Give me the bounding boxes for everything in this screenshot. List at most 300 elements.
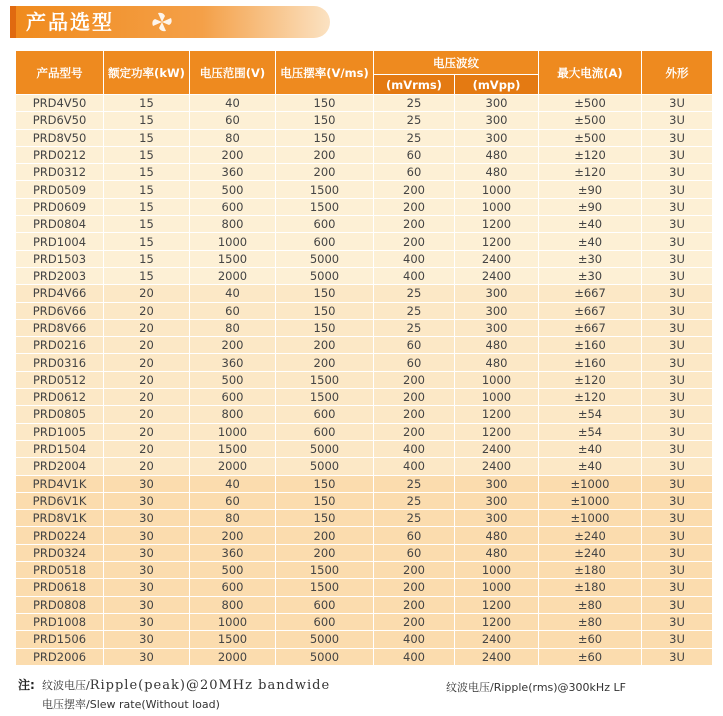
cell-voltage: 600: [190, 389, 276, 406]
cell-power: 30: [104, 613, 190, 630]
pinwheel-icon: [150, 11, 174, 33]
table-row: [16, 458, 713, 475]
cell-ripple-rms: 200: [374, 389, 455, 406]
table-row: [16, 631, 713, 648]
cell-form: 3U: [642, 354, 713, 371]
cell-power: 20: [104, 423, 190, 440]
cell-slew: 5000: [276, 440, 374, 457]
cell-form: 3U: [642, 95, 713, 112]
cell-model: PRD2006: [16, 648, 104, 665]
cell-current: ±40: [539, 440, 642, 457]
cell-voltage: 1500: [190, 250, 276, 267]
cell-current: ±180: [539, 562, 642, 579]
cell-ripple-pp: 480: [455, 527, 539, 544]
cell-form: 3U: [642, 233, 713, 250]
cell-voltage: 80: [190, 319, 276, 336]
cell-power: 15: [104, 267, 190, 284]
cell-model: PRD0216: [16, 337, 104, 354]
cell-form: 3U: [642, 562, 713, 579]
table-row: [16, 440, 713, 457]
table-row: [16, 216, 713, 233]
table-row: [16, 527, 713, 544]
table-body: [16, 95, 713, 666]
cell-ripple-pp: 1200: [455, 233, 539, 250]
cell-power: 15: [104, 250, 190, 267]
cell-power: 30: [104, 475, 190, 492]
cell-slew: 150: [276, 475, 374, 492]
table-row: [16, 337, 713, 354]
cell-ripple-pp: 1200: [455, 406, 539, 423]
table-row: [16, 319, 713, 336]
cell-ripple-pp: 1000: [455, 389, 539, 406]
cell-form: 3U: [642, 475, 713, 492]
cell-ripple-rms: 200: [374, 562, 455, 579]
cell-slew: 150: [276, 95, 374, 112]
cell-form: 3U: [642, 613, 713, 630]
cell-power: 30: [104, 527, 190, 544]
cell-ripple-pp: 2400: [455, 458, 539, 475]
cell-model: PRD1004: [16, 233, 104, 250]
cell-current: ±40: [539, 458, 642, 475]
cell-ripple-rms: 200: [374, 181, 455, 198]
table-row: [16, 613, 713, 630]
cell-slew: 5000: [276, 250, 374, 267]
cell-voltage: 60: [190, 302, 276, 319]
cell-ripple-rms: 400: [374, 631, 455, 648]
table-row: [16, 112, 713, 129]
table-row: [16, 354, 713, 371]
cell-voltage: 500: [190, 371, 276, 388]
cell-current: ±40: [539, 233, 642, 250]
cell-ripple-pp: 1000: [455, 579, 539, 596]
cell-power: 15: [104, 233, 190, 250]
cell-form: 3U: [642, 631, 713, 648]
cell-voltage: 1000: [190, 233, 276, 250]
cell-model: PRD0518: [16, 562, 104, 579]
cell-current: ±60: [539, 631, 642, 648]
cell-power: 30: [104, 562, 190, 579]
cell-model: PRD1008: [16, 613, 104, 630]
cell-form: 3U: [642, 129, 713, 146]
cell-model: PRD0212: [16, 146, 104, 163]
cell-ripple-pp: 2400: [455, 648, 539, 665]
cell-current: ±90: [539, 181, 642, 198]
cell-ripple-pp: 480: [455, 146, 539, 163]
cell-ripple-pp: 2400: [455, 631, 539, 648]
cell-form: 3U: [642, 285, 713, 302]
cell-model: PRD2003: [16, 267, 104, 284]
cell-voltage: 600: [190, 198, 276, 215]
cell-current: ±120: [539, 389, 642, 406]
cell-ripple-rms: 200: [374, 198, 455, 215]
cell-ripple-pp: 1200: [455, 596, 539, 613]
cell-model: PRD0808: [16, 596, 104, 613]
cell-slew: 150: [276, 319, 374, 336]
cell-model: PRD1506: [16, 631, 104, 648]
cell-model: PRD4V66: [16, 285, 104, 302]
table-row: [16, 302, 713, 319]
cell-current: ±80: [539, 613, 642, 630]
cell-ripple-rms: 60: [374, 164, 455, 181]
cell-power: 30: [104, 579, 190, 596]
cell-model: PRD1504: [16, 440, 104, 457]
cell-form: 3U: [642, 250, 713, 267]
cell-slew: 1500: [276, 181, 374, 198]
cell-model: PRD0805: [16, 406, 104, 423]
cell-current: ±60: [539, 648, 642, 665]
cell-current: ±30: [539, 267, 642, 284]
cell-ripple-rms: 25: [374, 302, 455, 319]
cell-ripple-pp: 300: [455, 302, 539, 319]
cell-model: PRD8V50: [16, 129, 104, 146]
cell-ripple-rms: 200: [374, 596, 455, 613]
cell-ripple-pp: 1000: [455, 562, 539, 579]
cell-ripple-rms: 60: [374, 527, 455, 544]
cell-power: 20: [104, 337, 190, 354]
cell-voltage: 1500: [190, 631, 276, 648]
cell-ripple-rms: 400: [374, 648, 455, 665]
cell-slew: 200: [276, 146, 374, 163]
cell-model: PRD0612: [16, 389, 104, 406]
cell-slew: 200: [276, 354, 374, 371]
cell-ripple-pp: 1000: [455, 371, 539, 388]
cell-voltage: 200: [190, 337, 276, 354]
cell-slew: 1500: [276, 579, 374, 596]
cell-power: 20: [104, 285, 190, 302]
cell-model: PRD0509: [16, 181, 104, 198]
cell-model: PRD6V1K: [16, 492, 104, 509]
note-ripple-peak-prefix: 纹波电压/: [42, 679, 90, 692]
cell-current: ±667: [539, 319, 642, 336]
cell-power: 20: [104, 319, 190, 336]
cell-model: PRD0312: [16, 164, 104, 181]
cell-ripple-rms: 200: [374, 406, 455, 423]
cell-current: ±160: [539, 354, 642, 371]
cell-form: 3U: [642, 648, 713, 665]
cell-model: PRD8V66: [16, 319, 104, 336]
cell-ripple-rms: 25: [374, 129, 455, 146]
cell-power: 30: [104, 631, 190, 648]
table-row: [16, 492, 713, 509]
table-row: [16, 406, 713, 423]
cell-form: 3U: [642, 510, 713, 527]
table-row: [16, 181, 713, 198]
cell-power: 20: [104, 406, 190, 423]
cell-voltage: 40: [190, 285, 276, 302]
table-row: [16, 475, 713, 492]
table-row: [16, 250, 713, 267]
cell-slew: 200: [276, 164, 374, 181]
cell-model: PRD0609: [16, 198, 104, 215]
section-header: [10, 6, 330, 38]
cell-slew: 150: [276, 129, 374, 146]
cell-slew: 5000: [276, 458, 374, 475]
cell-slew: 5000: [276, 631, 374, 648]
cell-ripple-rms: 200: [374, 423, 455, 440]
cell-voltage: 40: [190, 475, 276, 492]
cell-power: 20: [104, 389, 190, 406]
col-header-slew: 电压摆率(V/ms): [276, 51, 374, 95]
cell-ripple-rms: 200: [374, 613, 455, 630]
cell-voltage: 2000: [190, 458, 276, 475]
cell-ripple-rms: 25: [374, 475, 455, 492]
cell-model: PRD4V1K: [16, 475, 104, 492]
cell-form: 3U: [642, 544, 713, 561]
cell-power: 20: [104, 458, 190, 475]
col-header-ripple-rms: (mVrms): [374, 75, 455, 95]
cell-voltage: 800: [190, 216, 276, 233]
cell-current: ±667: [539, 302, 642, 319]
cell-current: ±1000: [539, 475, 642, 492]
cell-ripple-pp: 1000: [455, 181, 539, 198]
cell-model: PRD6V50: [16, 112, 104, 129]
cell-form: 3U: [642, 216, 713, 233]
note-ripple-peak-text: Ripple(peak)@20MHz bandwide: [89, 678, 331, 693]
table-row: [16, 510, 713, 527]
cell-ripple-pp: 480: [455, 544, 539, 561]
cell-power: 15: [104, 146, 190, 163]
cell-ripple-rms: 200: [374, 233, 455, 250]
cell-voltage: 600: [190, 579, 276, 596]
cell-form: 3U: [642, 146, 713, 163]
cell-voltage: 360: [190, 354, 276, 371]
cell-current: ±1000: [539, 510, 642, 527]
cell-current: ±240: [539, 527, 642, 544]
cell-ripple-rms: 60: [374, 354, 455, 371]
cell-power: 20: [104, 371, 190, 388]
col-header-current: 最大电流(A): [539, 51, 642, 95]
cell-voltage: 60: [190, 112, 276, 129]
cell-ripple-pp: 300: [455, 510, 539, 527]
cell-model: PRD6V66: [16, 302, 104, 319]
cell-slew: 5000: [276, 648, 374, 665]
cell-power: 20: [104, 440, 190, 457]
col-header-power: 额定功率(kW): [104, 51, 190, 95]
table-row: [16, 544, 713, 561]
cell-model: PRD2004: [16, 458, 104, 475]
cell-power: 15: [104, 95, 190, 112]
cell-voltage: 2000: [190, 267, 276, 284]
cell-ripple-rms: 25: [374, 112, 455, 129]
cell-power: 15: [104, 181, 190, 198]
cell-power: 15: [104, 198, 190, 215]
cell-form: 3U: [642, 440, 713, 457]
cell-ripple-rms: 60: [374, 544, 455, 561]
cell-current: ±90: [539, 198, 642, 215]
table-row: [16, 389, 713, 406]
cell-ripple-rms: 400: [374, 250, 455, 267]
cell-voltage: 360: [190, 544, 276, 561]
cell-form: 3U: [642, 596, 713, 613]
cell-ripple-pp: 2400: [455, 267, 539, 284]
cell-power: 15: [104, 216, 190, 233]
cell-slew: 600: [276, 596, 374, 613]
cell-slew: 200: [276, 527, 374, 544]
cell-slew: 150: [276, 510, 374, 527]
cell-form: 3U: [642, 423, 713, 440]
cell-ripple-pp: 2400: [455, 440, 539, 457]
cell-ripple-rms: 400: [374, 440, 455, 457]
cell-form: 3U: [642, 337, 713, 354]
cell-ripple-rms: 400: [374, 267, 455, 284]
cell-model: PRD4V50: [16, 95, 104, 112]
cell-current: ±500: [539, 95, 642, 112]
cell-form: 3U: [642, 267, 713, 284]
cell-form: 3U: [642, 492, 713, 509]
cell-ripple-rms: 200: [374, 216, 455, 233]
cell-ripple-rms: 25: [374, 319, 455, 336]
cell-model: PRD1005: [16, 423, 104, 440]
table-row: [16, 146, 713, 163]
cell-form: 3U: [642, 371, 713, 388]
cell-ripple-rms: 400: [374, 458, 455, 475]
table-row: [16, 371, 713, 388]
cell-model: PRD0804: [16, 216, 104, 233]
table-row: [16, 233, 713, 250]
cell-form: 3U: [642, 406, 713, 423]
cell-current: ±120: [539, 164, 642, 181]
cell-model: PRD8V1K: [16, 510, 104, 527]
cell-current: ±667: [539, 285, 642, 302]
table-row: [16, 648, 713, 665]
cell-slew: 200: [276, 544, 374, 561]
cell-ripple-pp: 1200: [455, 216, 539, 233]
cell-voltage: 1000: [190, 423, 276, 440]
cell-current: ±40: [539, 216, 642, 233]
cell-slew: 150: [276, 285, 374, 302]
cell-ripple-pp: 1200: [455, 423, 539, 440]
cell-form: 3U: [642, 319, 713, 336]
cell-power: 20: [104, 302, 190, 319]
note-ripple-rms: 纹波电压/Ripple(rms)@300kHz LF: [446, 681, 626, 694]
cell-slew: 1500: [276, 562, 374, 579]
cell-slew: 600: [276, 423, 374, 440]
cell-model: PRD1503: [16, 250, 104, 267]
table-row: [16, 285, 713, 302]
cell-voltage: 360: [190, 164, 276, 181]
cell-model: PRD0224: [16, 527, 104, 544]
cell-slew: 1500: [276, 371, 374, 388]
cell-voltage: 1000: [190, 613, 276, 630]
cell-ripple-rms: 60: [374, 146, 455, 163]
table-row: [16, 164, 713, 181]
cell-voltage: 80: [190, 510, 276, 527]
col-header-form: 外形: [642, 51, 713, 95]
cell-voltage: 60: [190, 492, 276, 509]
cell-slew: 600: [276, 406, 374, 423]
cell-ripple-rms: 60: [374, 337, 455, 354]
cell-current: ±500: [539, 112, 642, 129]
cell-current: ±160: [539, 337, 642, 354]
cell-voltage: 200: [190, 146, 276, 163]
cell-ripple-pp: 1000: [455, 198, 539, 215]
cell-model: PRD0512: [16, 371, 104, 388]
cell-voltage: 40: [190, 95, 276, 112]
cell-ripple-pp: 480: [455, 164, 539, 181]
note-slew-rate: 电压摆率/Slew rate(Without load): [42, 698, 220, 711]
cell-current: ±240: [539, 544, 642, 561]
cell-slew: 600: [276, 613, 374, 630]
cell-ripple-rms: 25: [374, 492, 455, 509]
col-header-voltage: 电压范围(V): [190, 51, 276, 95]
cell-power: 30: [104, 510, 190, 527]
cell-form: 3U: [642, 198, 713, 215]
cell-current: ±80: [539, 596, 642, 613]
cell-current: ±120: [539, 371, 642, 388]
cell-slew: 200: [276, 337, 374, 354]
col-header-model: 产品型号: [16, 51, 104, 95]
cell-slew: 150: [276, 112, 374, 129]
cell-current: ±54: [539, 423, 642, 440]
cell-slew: 5000: [276, 267, 374, 284]
cell-voltage: 1500: [190, 440, 276, 457]
cell-ripple-rms: 200: [374, 371, 455, 388]
cell-slew: 1500: [276, 389, 374, 406]
table-row: [16, 129, 713, 146]
cell-slew: 600: [276, 216, 374, 233]
cell-form: 3U: [642, 389, 713, 406]
cell-current: ±500: [539, 129, 642, 146]
cell-form: 3U: [642, 458, 713, 475]
cell-current: ±180: [539, 579, 642, 596]
cell-voltage: 2000: [190, 648, 276, 665]
cell-ripple-pp: 300: [455, 95, 539, 112]
cell-voltage: 500: [190, 181, 276, 198]
cell-form: 3U: [642, 112, 713, 129]
cell-slew: 150: [276, 492, 374, 509]
table-row: [16, 95, 713, 112]
cell-model: PRD0618: [16, 579, 104, 596]
table-row: [16, 579, 713, 596]
cell-power: 15: [104, 129, 190, 146]
cell-ripple-pp: 300: [455, 319, 539, 336]
page-title: 产品选型: [26, 10, 114, 34]
table-row: [16, 267, 713, 284]
cell-ripple-rms: 25: [374, 510, 455, 527]
cell-voltage: 800: [190, 596, 276, 613]
product-selection-table: [15, 50, 713, 666]
cell-form: 3U: [642, 302, 713, 319]
cell-ripple-rms: 25: [374, 285, 455, 302]
col-header-ripple-pp: (mVpp): [455, 75, 539, 95]
table-row: [16, 562, 713, 579]
cell-form: 3U: [642, 579, 713, 596]
cell-ripple-rms: 200: [374, 579, 455, 596]
cell-form: 3U: [642, 527, 713, 544]
cell-ripple-pp: 300: [455, 129, 539, 146]
cell-power: 30: [104, 648, 190, 665]
note-ripple-peak: [42, 677, 330, 693]
cell-power: 15: [104, 164, 190, 181]
table-row: [16, 423, 713, 440]
cell-power: 15: [104, 112, 190, 129]
table-row: [16, 596, 713, 613]
cell-slew: 1500: [276, 198, 374, 215]
cell-power: 30: [104, 596, 190, 613]
cell-voltage: 500: [190, 562, 276, 579]
cell-ripple-pp: 480: [455, 337, 539, 354]
col-header-ripple: 电压波纹: [374, 51, 539, 75]
cell-form: 3U: [642, 164, 713, 181]
header-accent-bar: [10, 6, 16, 38]
cell-power: 30: [104, 492, 190, 509]
cell-power: 30: [104, 544, 190, 561]
cell-ripple-rms: 25: [374, 95, 455, 112]
cell-voltage: 200: [190, 527, 276, 544]
cell-current: ±54: [539, 406, 642, 423]
cell-form: 3U: [642, 181, 713, 198]
table-row: [16, 198, 713, 215]
